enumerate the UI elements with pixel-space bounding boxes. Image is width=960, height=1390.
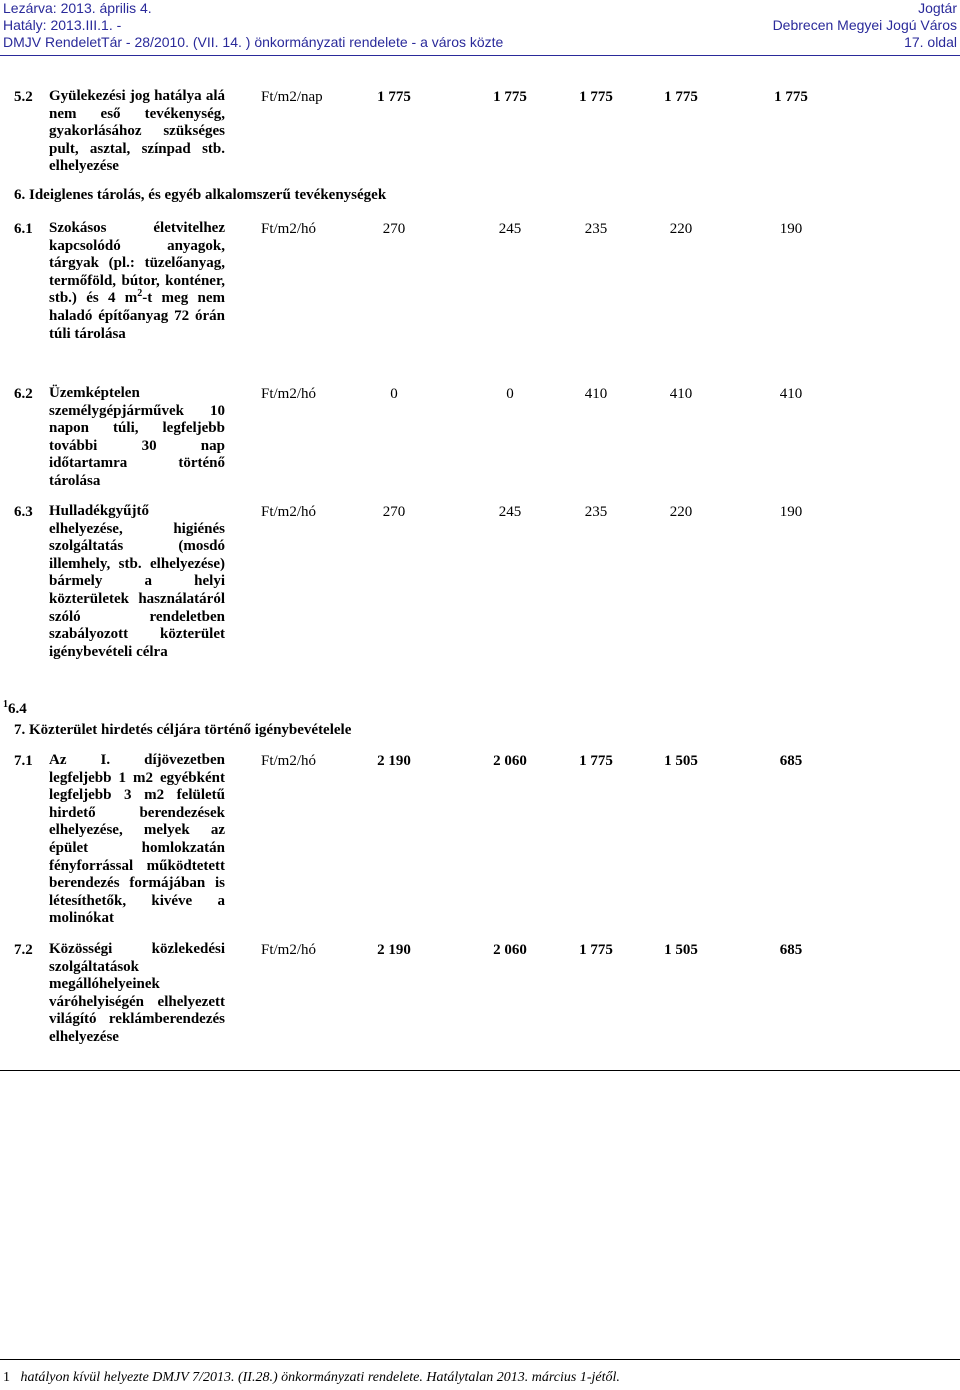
fee-zone-2: 245 — [498, 504, 522, 520]
row-unit: Ft/m2/hó — [261, 504, 317, 520]
fee-zone-5: 685 — [779, 753, 803, 769]
fee-zone-4: 1 505 — [664, 753, 698, 769]
row-number: 5.2 — [14, 89, 33, 105]
fee-zone-5: 410 — [779, 386, 803, 402]
document-reference: DMJV RendeletTár - 28/2010. (VII. 14. ) önkormányzati rendelete - a város közte — [3, 34, 504, 50]
row-unit: Ft/m2/hó — [261, 386, 317, 402]
row-description: Hulladékgyűjtő elhelyezése, higiénés szolgáltatás (mosdó illemhely, stb. elhelyezése) bármely a helyi közterületek használatáról szóló rendeletben szabályozott közterület igénybevételi célra — [49, 503, 225, 660]
section-heading-7: 7. Közterület hirdetés céljára történő igénybevételele — [14, 722, 352, 738]
footnote-divider — [0, 1359, 960, 1360]
footnote-reference[interactable]: 1 — [3, 699, 8, 710]
row-description: Az I. díjövezetben legfeljebb 1 m2 egyébként legfeljebb 3 m2 felületű hirdető berendezések elhelyezése, melyek az épület homlokzatán fényforrással működtetett berendezés formájában is létesíthetők, kivéve a molinókat — [49, 752, 225, 927]
row-number: 6.3 — [14, 504, 33, 520]
row-number: 6.2 — [14, 386, 33, 402]
effective-date: Hatály: 2013.III.1. - — [3, 17, 122, 33]
fee-zone-1: 270 — [382, 504, 406, 520]
fee-zone-1: 1 775 — [377, 89, 411, 105]
footnote-number: 1 — [3, 1370, 10, 1385]
fee-zone-1: 270 — [382, 221, 406, 237]
fee-zone-4: 220 — [669, 221, 693, 237]
row-description: Gyülekezési jog hatálya alá nem eső tevékenység, gyakorlásához szükséges pult, asztal, színpad stb. elhelyezése — [49, 88, 225, 175]
closed-date: Lezárva: 2013. április 4. — [3, 0, 152, 16]
row-unit: Ft/m2/hó — [261, 753, 317, 769]
fee-zone-3: 1 775 — [579, 89, 613, 105]
footnote — [3, 1369, 620, 1386]
fee-zone-3: 410 — [584, 386, 608, 402]
fee-zone-3: 1 775 — [579, 753, 613, 769]
fee-zone-4: 220 — [669, 504, 693, 520]
fee-zone-5: 1 775 — [774, 89, 808, 105]
fee-zone-3: 235 — [584, 221, 608, 237]
fee-zone-4: 410 — [669, 386, 693, 402]
row-number: 7.2 — [14, 942, 33, 958]
fee-zone-4: 1 775 — [664, 89, 698, 105]
fee-zone-5: 190 — [779, 221, 803, 237]
fee-zone-2: 1 775 — [493, 89, 527, 105]
fee-zone-1: 2 190 — [377, 942, 411, 958]
fee-zone-3: 235 — [584, 504, 608, 520]
document-header-right — [773, 0, 957, 51]
fee-zone-4: 1 505 — [664, 942, 698, 958]
row-unit: Ft/m2/nap — [261, 89, 323, 105]
row-unit: Ft/m2/hó — [261, 942, 317, 958]
section-heading-6: 6. Ideiglenes tárolás, és egyéb alkalomszerű tevékenységek — [14, 187, 387, 203]
fee-zone-1: 0 — [390, 386, 398, 402]
row-number: 6.4 — [8, 701, 27, 717]
table-bottom-border — [0, 1070, 960, 1071]
fee-zone-3: 1 775 — [579, 942, 613, 958]
city-name: Debrecen Megyei Jogú Város — [772, 17, 957, 33]
document-header-left — [3, 0, 503, 51]
fee-zone-5: 190 — [779, 504, 803, 520]
page-number: 17. oldal — [904, 34, 957, 50]
row-unit: Ft/m2/hó — [261, 221, 317, 237]
row-description: Szokásos életvitelhez kapcsolódó anyagok, tárgyak (pl.: tüzelőanyag, termőföld, bútor, konténer, stb.) és 4 $m^2-t$ meg nem haladó építőanyag 72 órán túli tárolása — [49, 220, 225, 342]
row-description: Közösségi közlekedési szolgáltatások megállóhelyeinek váróhelyiségén elhelyezett világító reklámberendezés elhelyezése — [49, 941, 225, 1045]
row-number: 7.1 — [14, 753, 33, 769]
fee-zone-1: 2 190 — [377, 753, 411, 769]
publisher-name: Jogtár — [918, 0, 957, 16]
fee-zone-2: 2 060 — [493, 942, 527, 958]
row-description: Üzemképtelen személygépjárművek 10 napon túli, legfeljebb további 30 nap időtartamra történő tárolása — [49, 385, 225, 489]
fee-zone-5: 685 — [779, 942, 803, 958]
fee-zone-2: 0 — [506, 386, 514, 402]
fee-zone-2: 245 — [498, 221, 522, 237]
row-number: 6.1 — [14, 221, 33, 237]
footnote-text: hatályon kívül helyezte DMJV 7/2013. (II.28.) önkormányzati rendelete. Hatálytalan 2013. március 1-jétől. — [20, 1370, 620, 1385]
fee-zone-2: 2 060 — [493, 753, 527, 769]
header-divider — [0, 55, 960, 56]
repealed-row-6-4 — [3, 700, 27, 718]
